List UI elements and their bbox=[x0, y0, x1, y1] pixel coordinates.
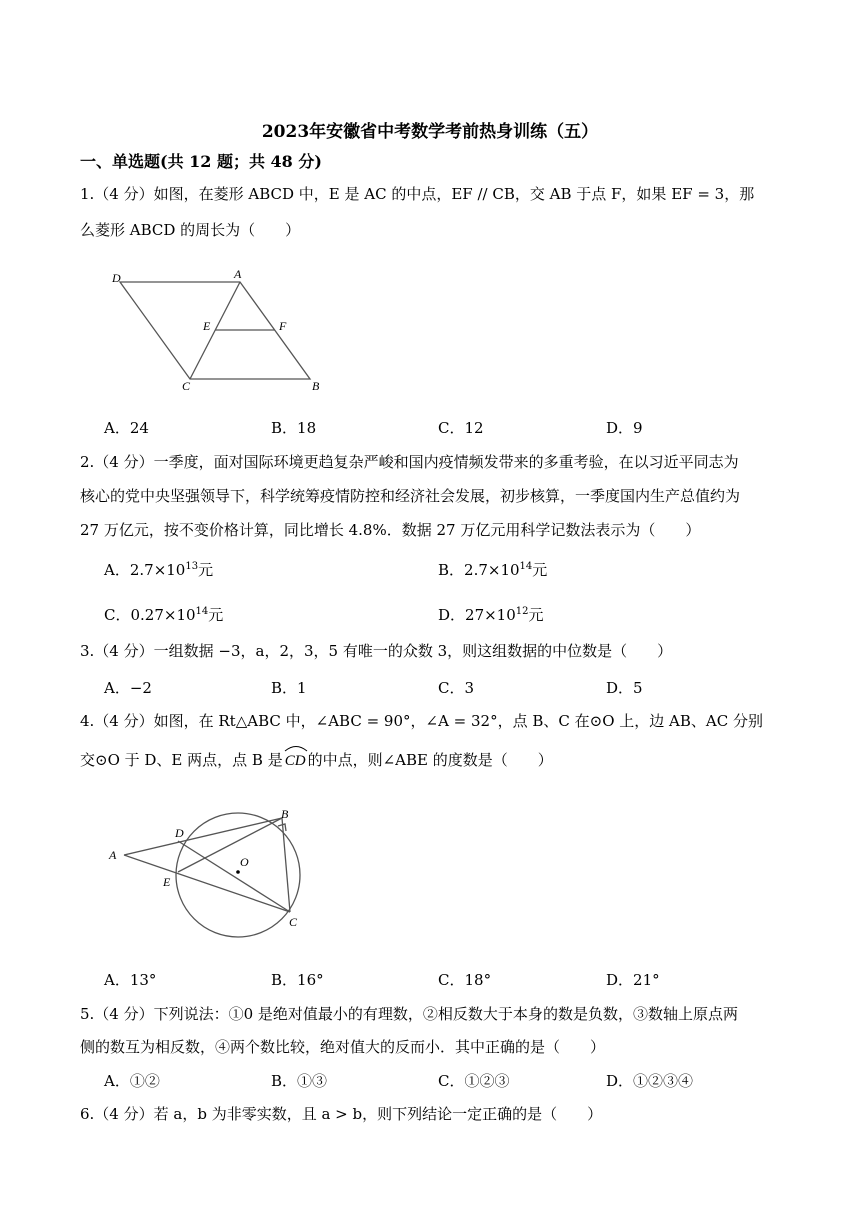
q1-line2: 么菱形 ABCD 的周长为（ ） bbox=[80, 221, 301, 239]
q5-line2: 侧的数互为相反数，④两个数比较，绝对值大的反而小．其中正确的是（ ） bbox=[80, 1038, 606, 1056]
segment-dc bbox=[178, 841, 290, 912]
q3-option-b[interactable]: B．1 bbox=[271, 679, 307, 697]
label-d: D bbox=[175, 826, 184, 840]
q3-line1: 3.（4 分）一组数据 −3，a，2，3，5 有唯一的众数 3，则这组数据的中位数是（ ） bbox=[80, 642, 673, 660]
page-title: 2023年安徽省中考数学考前热身训练（五） bbox=[261, 122, 599, 142]
q5-option-c[interactable]: C．①②③ bbox=[438, 1072, 510, 1090]
label-o: O bbox=[240, 855, 249, 869]
q5-option-a[interactable]: A．①② bbox=[104, 1072, 160, 1090]
label-b: B bbox=[312, 379, 320, 393]
q2-option-a[interactable]: A．$2.7\times 10^{13}$元 bbox=[104, 561, 214, 579]
label-a: A bbox=[234, 267, 242, 281]
segment-eb bbox=[178, 818, 282, 872]
q4-option-a[interactable]: A．13° bbox=[104, 971, 157, 989]
q4-option-d[interactable]: D．21° bbox=[606, 971, 660, 989]
q1-option-c[interactable]: C．12 bbox=[438, 419, 484, 437]
section-heading: 一、单选题(共 12 题；共 48 分) bbox=[80, 152, 322, 171]
label-a: A bbox=[109, 848, 117, 862]
circle-triangle-figure bbox=[100, 800, 330, 950]
q2-line3: 27 万亿元，按不变价格计算，同比增长 4.8%．数据 27 万亿元用科学记数法表示为（ ） bbox=[80, 521, 701, 539]
label-c: C bbox=[289, 915, 298, 929]
q5-option-d[interactable]: D．①②③④ bbox=[606, 1072, 694, 1090]
label-c: C bbox=[182, 379, 191, 393]
q2-option-b[interactable]: B．$2.7\times 10^{14}$元 bbox=[438, 561, 548, 579]
label-e: E bbox=[203, 319, 211, 333]
label-e: E bbox=[163, 875, 171, 889]
label-d: D bbox=[112, 271, 121, 285]
q5-line1: 5.（4 分）下列说法：①0 是绝对值最小的有理数，②相反数大于本身的数是负数，③数轴上原点两 bbox=[80, 1005, 738, 1023]
q5-option-b[interactable]: B．①③ bbox=[271, 1072, 328, 1090]
q1-line1: 1.（4 分）如图，在菱形 ABCD 中，E 是 AC 的中点，EF // CB，交 AB 于点 F，如果 EF = 3，那 bbox=[80, 185, 755, 203]
circle-o bbox=[176, 813, 300, 937]
q3-option-a[interactable]: A．−2 bbox=[104, 679, 152, 697]
label-b: B bbox=[281, 807, 289, 821]
q1-option-d[interactable]: D．9 bbox=[606, 419, 643, 437]
q4-option-c[interactable]: C．18° bbox=[438, 971, 492, 989]
rhombus-figure bbox=[100, 260, 340, 400]
q6-line1: 6.（4 分）若 a，b 为非零实数，且 a > b，则下列结论一定正确的是（ ） bbox=[80, 1105, 603, 1123]
q2-line2: 核心的党中央坚强领导下，科学统筹疫情防控和经济社会发展，初步核算，一季度国内生产总值约为 bbox=[80, 487, 741, 505]
right-angle-mark bbox=[278, 824, 286, 831]
arc-cd: CD bbox=[283, 750, 308, 771]
q4-option-b[interactable]: B．16° bbox=[271, 971, 324, 989]
q1-option-a[interactable]: A．24 bbox=[104, 419, 149, 437]
label-f: F bbox=[279, 319, 287, 333]
q3-option-d[interactable]: D．5 bbox=[606, 679, 643, 697]
center-point bbox=[236, 870, 240, 874]
segment-bc bbox=[282, 818, 290, 912]
segment-ac bbox=[124, 855, 290, 912]
q4-line1: 4.（4 分）如图，在 Rt△ABC 中，∠ABC = 90°，∠A = 32°，点 B、C 在⊙O 上，边 AB、AC 分别 bbox=[80, 712, 763, 730]
q2-line1: 2.（4 分）一季度，面对国际环境更趋复杂严峻和国内疫情频发带来的多重考验，在以习近平同志为 bbox=[80, 453, 739, 471]
q4-line2: 交⊙O 于 D、E 两点，点 B 是 CD 的中点，则∠ABE 的度数是（ ） bbox=[80, 750, 553, 771]
q2-option-c[interactable]: C．$0.27\times 10^{14}$元 bbox=[104, 606, 224, 624]
q2-option-d[interactable]: D．$27\times 10^{12}$元 bbox=[438, 606, 544, 624]
arc-mark bbox=[283, 744, 309, 752]
q3-option-c[interactable]: C．3 bbox=[438, 679, 475, 697]
q1-option-b[interactable]: B．18 bbox=[271, 419, 317, 437]
